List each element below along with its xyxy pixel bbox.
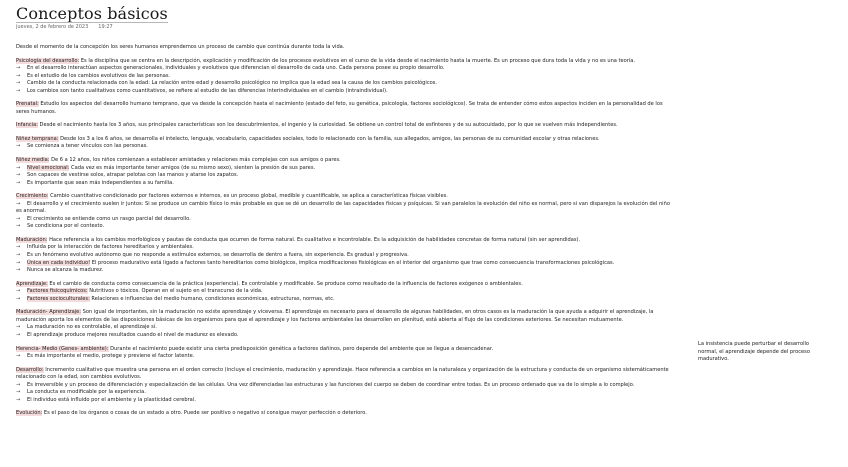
arrow-icon: →: [16, 179, 21, 186]
arrow-icon: →: [16, 259, 21, 266]
date-text: jueves, 2 de febrero de 2023: [16, 24, 89, 30]
definition-herencia-medio: Herencia- Medio (Genes- ambiente): Durante el nacimiento puede existir una cierta predisposición genética a factores dañinos, pero depende del ambiente que se llegue a desencadenar.: [16, 345, 494, 352]
list-item: → El aprendizaje produce mejores resultados cuando el nivel de madurez es elevado.: [16, 331, 239, 338]
page-date: [16, 24, 113, 30]
definition-desarrollo: Desarrollo: Incremento cualitativo que muestra una persona en el orden correcto (incluye el crecimiento, maduración y aprendizaje. Hace referencia a cambios en la naturaleza y organización de la estructura y conducta de un organismo sistemáticamente relacionado con la edad, son cambios evolutivos.: [16, 366, 669, 381]
arrow-icon: →: [16, 295, 21, 302]
list-item: → Se condiciona por el contexto.: [16, 223, 105, 230]
term-highlight: Infancia:: [16, 122, 38, 129]
definition-ninez-media: Niñez media: De 6 a 12 años, los niños comienzan a establecer amistades y relaciones más complejas con sus amigos o pares.: [16, 157, 341, 164]
definition-prenatal: Prenatal: Estudio los aspectos del desarrollo humano temprano, que va desde la concepción hasta el nacimiento (estado del feto, su genética, psicología, factores sociológicos). Se trata de entender cómo estos aspectos inciden en la personalidad de los seres humanos.: [16, 101, 663, 115]
arrow-icon: →: [16, 389, 21, 396]
list-item: → Es importante que sean más independientes a su familia.: [16, 179, 174, 186]
arrow-icon: →: [16, 223, 21, 230]
definition-maduracion-aprendizaje: Maduración- Aprendizaje: Son igual de importantes, sin la maduración no existe aprendizaje y viceversa. El aprendizaje es necesario para el desarrollo de algunas habilidades, en otros casos es la maduración la que ayuda a adquirir el aprendizaje, la maduración aporta los elementos de las disposiciones básicas de los organismos para que el aprendizaje y los factores ambientales las desarrollen en plenitud, está abierta al flujo de las condiciones exteriores. Se necesitan mutuamente.: [16, 309, 654, 323]
arrow-icon: →: [16, 324, 21, 331]
list-item: → Nivel emocional: Cada vez es más importante tener amigos (de su mismo sexo), sienten la presión de sus pares.: [16, 164, 316, 171]
definition-maduracion: Maduración: Hace referencia a los cambios morfológicos y pautas de conducta que ocurren de forma natural. Es cualitativo e incontrolable. Es la adquisición de habilidades concretas de forma natural (sin ser aprendidas).: [16, 236, 581, 243]
page-title: Conceptos básicos: [16, 4, 168, 23]
title-divider: [16, 22, 168, 23]
arrow-icon: →: [16, 72, 21, 79]
arrow-icon: →: [16, 396, 21, 403]
term-highlight: Aprendizaje:: [16, 280, 48, 287]
list-item: → Factores socioculturales: Relaciones e influencias del medio humano, condiciones económicas, estructuras, normas, etc.: [16, 295, 335, 302]
list-item: → El desarrollo y el crecimiento suelen ir juntos: Si se produce un cambio físico lo más probable es que se dé un desarrollo de las capacidades físicas y psíquicas. Si van paralelos la evolución del niño es normal, pero si van disparejos la evolución del niño es anormal.: [16, 200, 670, 215]
list-item: → Es un fenómeno evolutivo autónomo que no responde a estímulos externos, se desarrolla de dentro a fuera, sin experiencia. Es gradual y progresiva.: [16, 252, 409, 259]
term-highlight: Crecimiento:: [16, 193, 49, 200]
note-body[interactable]: [16, 44, 670, 418]
term-highlight: Única en cada individuo!: [27, 259, 91, 266]
list-item: → Cambio de la conducta relacionada con la edad: La relación entre edad y desarrollo psicológico no implica que la edad sea la causa de los cambios psicológicos.: [16, 80, 438, 87]
arrow-icon: →: [16, 244, 21, 251]
list-item: → Son capaces de vestirse solos, atrapar pelotas con las manos y atarse los zapatos.: [16, 172, 239, 179]
arrow-icon: →: [16, 252, 21, 259]
list-item: → El crecimiento se entiende como un rasgo parcial del desarrollo.: [16, 215, 191, 222]
arrow-icon: →: [16, 200, 21, 207]
arrow-icon: →: [16, 87, 21, 94]
list-item: → Factores fisicoquímicos: Nutritivos o tóxicos. Operan en el sujeto en el transcurso de la vida.: [16, 288, 263, 295]
arrow-icon: →: [16, 164, 21, 171]
term-highlight: Niñez temprana:: [16, 135, 59, 142]
list-item: → Los cambios son tanto cualitativos como cuantitativos, se refiere al estudio de las diferencias interindividuales en el cambio (intraindividual).: [16, 87, 388, 94]
definition-evolucion: Evolución: Es el paso de los órganos o cosas de un estado a otro. Puede ser positivo o negativo si consigue mayor perfección o deterioro.: [16, 410, 367, 417]
definition-infancia: Infancia: Desde el nacimiento hasta los 3 años, sus principales características son los descubrimientos, el ingenio y la curiosidad. Se obtiene un control total de esfínteres y de su autocuidado, por lo que se vuelven más independientes.: [16, 122, 618, 129]
side-note[interactable]: La insistencia puede perturbar el desarrollo normal, el aprendizaje depende del proceso madurativo.: [698, 341, 810, 363]
definition-crecimiento: Crecimiento: Cambio cuantitativo condicionado por factores externos e internos, es un proceso global, medible y cuantificable, se aplica a características físicas visibles.: [16, 193, 448, 200]
list-item: → Se comienza a tener vínculos con las personas.: [16, 143, 148, 150]
term-highlight: Maduración:: [16, 236, 48, 243]
term-highlight: Evolución:: [16, 410, 43, 417]
arrow-icon: →: [16, 215, 21, 222]
term-highlight: Herencia- Medio (Genes- ambiente):: [16, 345, 109, 352]
list-item: → En el desarrollo interactúan aspectos generacionales, individuales y evolutivos que diferencian el desarrollo de cada uno. Cada persona posee su propio desarrollo.: [16, 65, 445, 72]
term-highlight: Factores socioculturales:: [27, 295, 90, 302]
definition-aprendizaje: Aprendizaje: Es el cambio de conducta como consecuencia de la práctica (experiencia). Es controlable y modificable. Se produce como resultado de la influencia de factores exógenos o ambientales.: [16, 280, 523, 287]
arrow-icon: →: [16, 381, 21, 388]
definition-psicologia: Psicología del desarrollo: Es la disciplina que se centra en la descripción, explicación y modificación de los procesos evolutivos en el curso de la vida desde el nacimiento hasta la muerte. Es un proceso que dura toda la vida y no es una teoría.: [16, 57, 636, 64]
list-item: → El individuo está influido por el ambiente y la plasticidad cerebral.: [16, 396, 196, 403]
arrow-icon: →: [16, 65, 21, 72]
term-highlight: Desarrollo:: [16, 366, 44, 373]
arrow-icon: →: [16, 80, 21, 87]
list-item: → La conducta es modificable por la experiencia.: [16, 389, 146, 396]
term-highlight: Maduración- Aprendizaje:: [16, 309, 81, 316]
term-highlight: Nivel emocional:: [27, 164, 70, 171]
list-item: → Es el estudio de los cambios evolutivos de las personas.: [16, 72, 171, 79]
arrow-icon: →: [16, 267, 21, 274]
term-highlight: Prenatal:: [16, 101, 39, 108]
arrow-icon: →: [16, 172, 21, 179]
list-item: → Influida por la interacción de factores hereditarios y ambientales.: [16, 244, 194, 251]
list-item: → La maduración no es controlable, el aprendizaje sí.: [16, 324, 157, 331]
time-text: 19:27: [98, 24, 113, 30]
arrow-icon: →: [16, 143, 21, 150]
term-highlight: Niñez media:: [16, 157, 50, 164]
term-highlight: Factores fisicoquímicos:: [27, 288, 88, 295]
arrow-icon: →: [16, 288, 21, 295]
list-item: → Es más importante el medio, protege y previene el factor latente.: [16, 353, 195, 360]
list-item: → Es irreversible y un proceso de diferenciación y especialización de las células. Una vez diferenciadas las estructuras y las funciones del cuerpo se deben de coordinar entre todas. Es un proceso ordenado que va de lo simple a lo complejo.: [16, 381, 635, 388]
term-highlight: Psicología del desarrollo:: [16, 57, 80, 64]
arrow-icon: →: [16, 353, 21, 360]
definition-ninez-temprana: Niñez temprana: Desde los 3 a los 6 años, se desarrolla el intelecto, lenguaje, vocabulario, capacidades sociales, todo lo relacionado con la familia, sus allegados, amigos, las personas de su comunidad escolar y otras relaciones.: [16, 135, 600, 142]
intro-paragraph: Desde el momento de la concepción los seres humanos emprendemos un proceso de cambio que continúa durante toda la vida.: [16, 44, 345, 50]
arrow-icon: →: [16, 331, 21, 338]
list-item: → Única en cada individuo! El proceso madurativo está ligado a factores tanto hereditarios como biológicos, implica modificaciones fisiológicas en el interior del organismo que trae como consecuencia transformaciones psicológicas.: [16, 259, 615, 266]
list-item: → Nunca se alcanza la madurez.: [16, 267, 104, 274]
